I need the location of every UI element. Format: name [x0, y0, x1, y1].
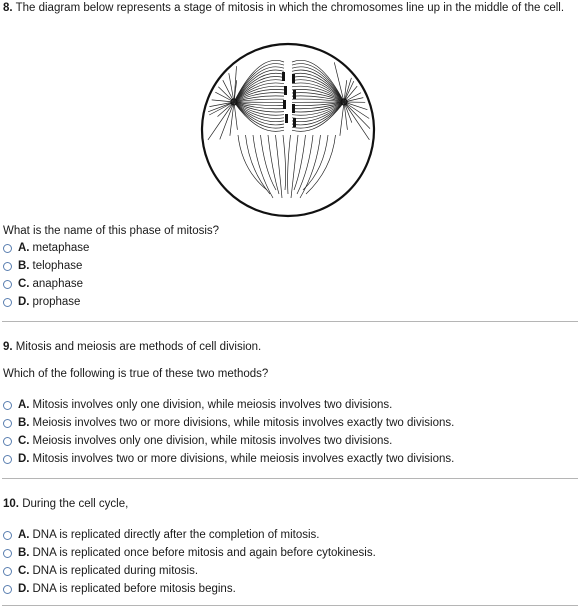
- divider: [2, 478, 578, 479]
- divider: [2, 605, 578, 606]
- radio-button[interactable]: [3, 531, 12, 540]
- chromosome: [293, 118, 296, 127]
- q10-option-b[interactable]: B. DNA is replicated once before mitosis and again before cytokinesis.: [3, 545, 376, 561]
- radio-button[interactable]: [3, 567, 12, 576]
- astral-ray: [344, 102, 369, 119]
- q9-option-a[interactable]: A. Mitosis involves only one division, while meiosis involves two divisions.: [3, 397, 392, 413]
- spindle-fiber: [276, 135, 283, 198]
- q9-option-c[interactable]: C. Meiosis involves only one division, while mitosis involves two divisions.: [3, 433, 392, 449]
- chromosome: [283, 100, 286, 109]
- spindle-fiber: [303, 135, 328, 190]
- q10-option-c[interactable]: C. DNA is replicated during mitosis.: [3, 563, 198, 579]
- divider: [2, 321, 578, 322]
- radio-button[interactable]: [3, 585, 12, 594]
- spindle-fiber: [300, 135, 321, 198]
- q8-option-b[interactable]: B. telophase: [3, 258, 82, 274]
- spindle-fiber: [292, 99, 344, 102]
- chromosome: [292, 74, 295, 83]
- q8-number: 8.: [3, 2, 13, 14]
- chromosome: [282, 72, 285, 81]
- radio-button[interactable]: [3, 401, 12, 410]
- spindle-fiber: [253, 135, 273, 198]
- spindle-fiber: [288, 135, 291, 194]
- radio-button[interactable]: [3, 280, 12, 289]
- chromosome: [284, 86, 287, 95]
- q9-prompt: [3, 341, 261, 353]
- radio-button[interactable]: [3, 419, 12, 428]
- radio-button[interactable]: [3, 244, 12, 253]
- radio-button[interactable]: [3, 455, 12, 464]
- chromosome: [293, 90, 296, 99]
- spindle-fiber: [294, 135, 306, 190]
- radio-button[interactable]: [3, 298, 12, 307]
- q8-option-c[interactable]: C. anaphase: [3, 276, 83, 292]
- q10-option-a[interactable]: A. DNA is replicated directly after the completion of mitosis.: [3, 527, 319, 543]
- q10-number: 10.: [3, 498, 19, 510]
- spindle-fiber: [297, 135, 313, 194]
- q9-prompt-text: Mitosis and meiosis are methods of cell division.: [15, 341, 262, 353]
- spindle-fiber: [283, 135, 286, 190]
- q8-question: What is the name of this phase of mitosis?: [3, 225, 220, 237]
- spindle-fiber: [234, 99, 284, 102]
- q9-option-b[interactable]: B. Meiosis involves two or more divisions, while mitosis involves exactly two divisions.: [3, 415, 454, 431]
- spindle-fiber: [261, 135, 277, 190]
- chromosome: [292, 104, 295, 113]
- q10-prompt: [3, 498, 128, 510]
- chromosome: [285, 114, 288, 123]
- q9-question: Which of the following is true of these two methods?: [3, 368, 269, 380]
- astral-ray: [344, 102, 369, 140]
- q8-option-d[interactable]: D. prophase: [3, 294, 80, 310]
- radio-button[interactable]: [3, 437, 12, 446]
- q9-option-d[interactable]: D. Mitosis involves two or more divisions, while meiosis involves exactly two divisions.: [3, 451, 454, 467]
- radio-button[interactable]: [3, 549, 12, 558]
- q10-prompt-text: During the cell cycle,: [22, 498, 129, 510]
- q8-prompt-text: The diagram below represents a stage of mitosis in which the chromosomes line up in the middle of the cell.: [15, 2, 565, 14]
- radio-button[interactable]: [3, 262, 12, 271]
- astral-ray: [208, 102, 234, 112]
- q9-number: 9.: [3, 341, 13, 353]
- mitosis-metaphase-diagram: [198, 40, 378, 220]
- q10-option-d[interactable]: D. DNA is replicated before mitosis begins.: [3, 581, 236, 597]
- q8-prompt: [3, 2, 564, 14]
- spindle-fiber: [238, 135, 267, 190]
- q8-option-a[interactable]: A. metaphase: [3, 240, 89, 256]
